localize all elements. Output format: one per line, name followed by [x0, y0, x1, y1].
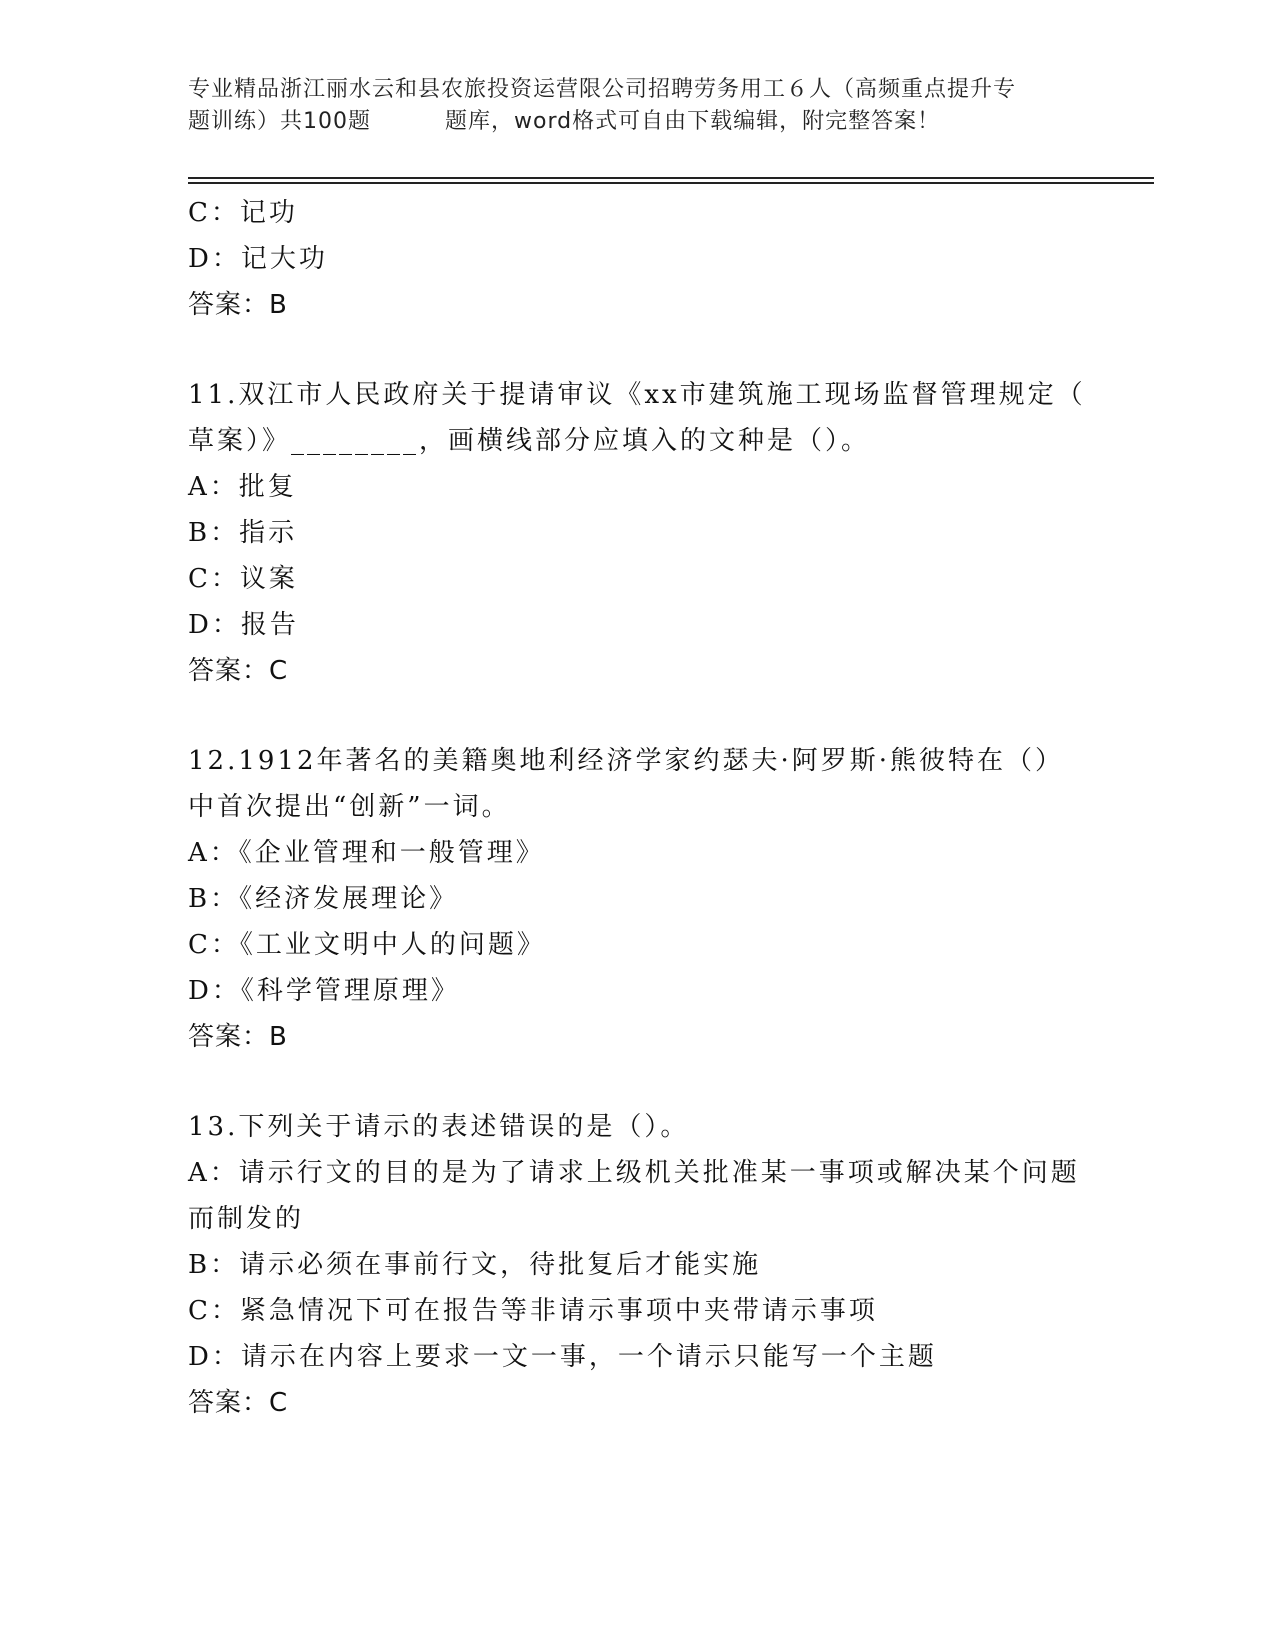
option-c: C：紧急情况下可在报告等非请示事项中夹带请示事项	[188, 1296, 878, 1326]
answer: 答案：B	[188, 290, 288, 320]
header-divider-top	[188, 177, 1154, 179]
option-b: B：指示	[188, 518, 298, 548]
question-10-tail	[188, 190, 1088, 328]
answer: 答案：B	[188, 1022, 288, 1052]
question-list	[188, 190, 1088, 1426]
option-a-line-2: 而制发的	[188, 1204, 305, 1234]
question-11	[188, 372, 1088, 694]
answer: 答案：C	[188, 656, 289, 686]
question-stem-line-2: 草案）》________，画横线部分应填入的文种是（）。	[188, 426, 871, 456]
page-header	[188, 74, 1088, 138]
header-divider-bottom	[188, 182, 1154, 184]
header-line-1: 专业精品浙江丽水云和县农旅投资运营限公司招聘劳务用工６人（高频重点提升专	[188, 77, 1017, 102]
option-c: C：议案	[188, 564, 298, 594]
question-stem-line-1: 12.1912年著名的美籍奥地利经济学家约瑟夫·阿罗斯·熊彼特在（）	[188, 746, 1065, 776]
option-d: D：记大功	[188, 244, 328, 274]
question-stem: 13.下列关于请示的表述错误的是（）。	[188, 1112, 690, 1142]
answer: 答案：C	[188, 1388, 289, 1418]
option-c: C：记功	[188, 198, 298, 228]
header-line-2-part-a: 题训练）共100题	[188, 109, 371, 134]
question-stem-line-1: 11.双江市人民政府关于提请审议《xx市建筑施工现场监督管理规定（	[188, 380, 1086, 410]
option-b: B：《经济发展理论》	[188, 884, 459, 914]
option-a: A：批复	[188, 472, 297, 502]
question-13	[188, 1104, 1088, 1426]
option-d: D：报告	[188, 610, 299, 640]
question-12	[188, 738, 1088, 1060]
header-line-2-part-b: 题库，word格式可自由下载编辑，附完整答案！	[445, 109, 941, 134]
option-c: C：《工业文明中人的问题》	[188, 930, 546, 960]
question-stem-line-2: 中首次提出“创新”一词。	[188, 792, 511, 822]
option-d: D：《科学管理原理》	[188, 976, 460, 1006]
option-a-line-1: A：请示行文的目的是为了请求上级机关批准某一事项或解决某个问题	[188, 1158, 1080, 1188]
option-a: A：《企业管理和一般管理》	[188, 838, 545, 868]
header-line-2	[188, 106, 1088, 138]
option-d: D：请示在内容上要求一文一事，一个请示只能写一个主题	[188, 1342, 937, 1372]
option-b: B：请示必须在事前行文，待批复后才能实施	[188, 1250, 762, 1280]
